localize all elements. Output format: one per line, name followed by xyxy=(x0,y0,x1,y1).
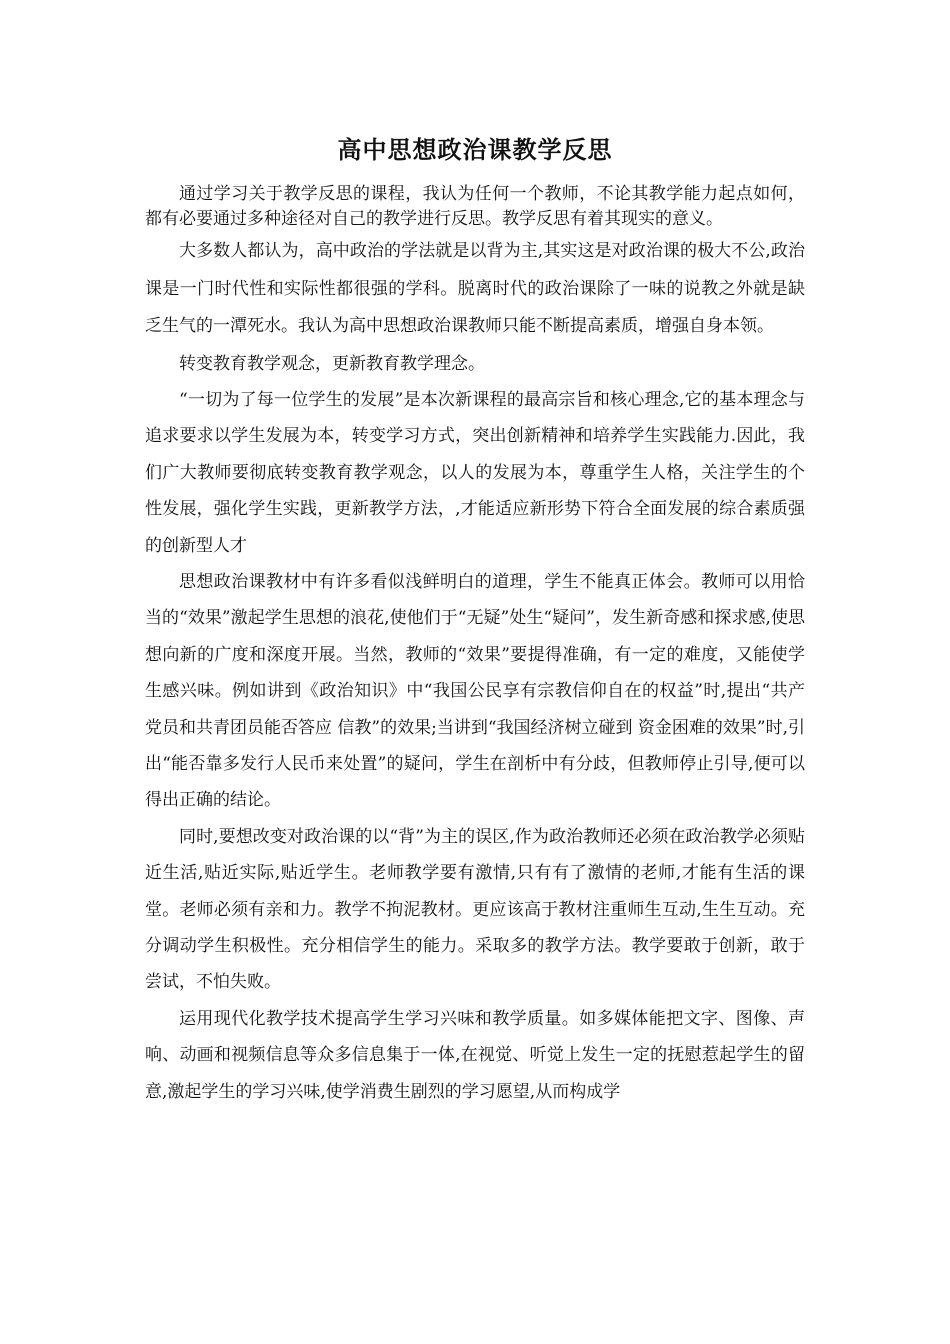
document-body xyxy=(145,182,805,1110)
paragraph-effect-questions: 思想政治课教材中有许多看似浅鲜明白的道理，学生不能真正体会。教师可以用恰当的“效果”激起学生思想的浪花,使他们于“无疑”处生“疑问”，发生新奇感和探求感,使思想向新的广度和深度开展。当然，教师的“效果”要提得准确，有一定的难度，又能使学生感兴味。例如讲到《政治知识》中“我国公民享有宗教信仰自在的权益”时,提出“共产党员和共青团员能否答应 信教”的效果;当讲到“我国经济树立碰到 资金困难的效果”时,引出“能否靠多发行人民币来处置”的疑问，学生在剖析中有分歧，但教师停止引导,便可以得出正确的结论。 xyxy=(145,571,806,811)
paragraph-intro: 通过学习关于教学反思的课程，我认为任何一个教师，不论其教学能力起点如何，都有必要通过多种途径对自己的教学进行反思。教学反思有着其现实的意义。 xyxy=(145,184,805,229)
paragraph-concept-heading: 转变教育教学观念，更新教育教学理念。 xyxy=(179,353,485,374)
paragraph-student-development: “一切为了每一位学生的发展”是本次新课程的最高宗旨和核心理念,它的基本理念与追求要求以学生发展为本，转变学习方式，突出创新精神和培养学生实践能力.因此，我们广大教师要彻底转变教育教学观念，以人的发展为本，尊重学生人格，关注学生的个性发展，强化学生实践，更新教学方法，,才能适应新形势下符合全面发展的综合素质强的创新型人才 xyxy=(145,389,805,556)
paragraph-close-to-life: 同时,要想改变对政治课的以“背”为主的误区,作为政治教师还必须在政治教学必须贴近生活,贴近实际,贴近学生。老师教学要有激情,只有有了激情的老师,才能有生活的课堂。老师必须有亲和力。教学不拘泥教材。更应该高于教材注重师生互动,生生互动。充分调动学生积极性。充分相信学生的能力。采取多的教学方法。教学要敢于创新，敢于尝试，不怕失败。 xyxy=(145,826,805,993)
paragraph-common-view: 大多数人都认为，高中政治的学法就是以背为主,其实这是对政治课的极大不公,政治课是一门时代性和实际性都很强的学科。脱离时代的政治课除了一味的说教之外就是缺乏生气的一潭死水。我认为高中思想政治课教师只能不断提高素质，增强自身本领。 xyxy=(145,241,805,336)
document-title: 高中思想政治课教学反思 xyxy=(337,135,613,164)
paragraph-modern-technology: 运用现代化教学技术提高学生学习兴味和教学质量。如多媒体能把文字、图像、声响、动画和视频信息等众多信息集于一体,在视觉、听觉上发生一定的抚慰惹起学生的留意,激起学生的学习兴味,使学消费生剧烈的学习愿望,从而构成学 xyxy=(145,1008,805,1102)
